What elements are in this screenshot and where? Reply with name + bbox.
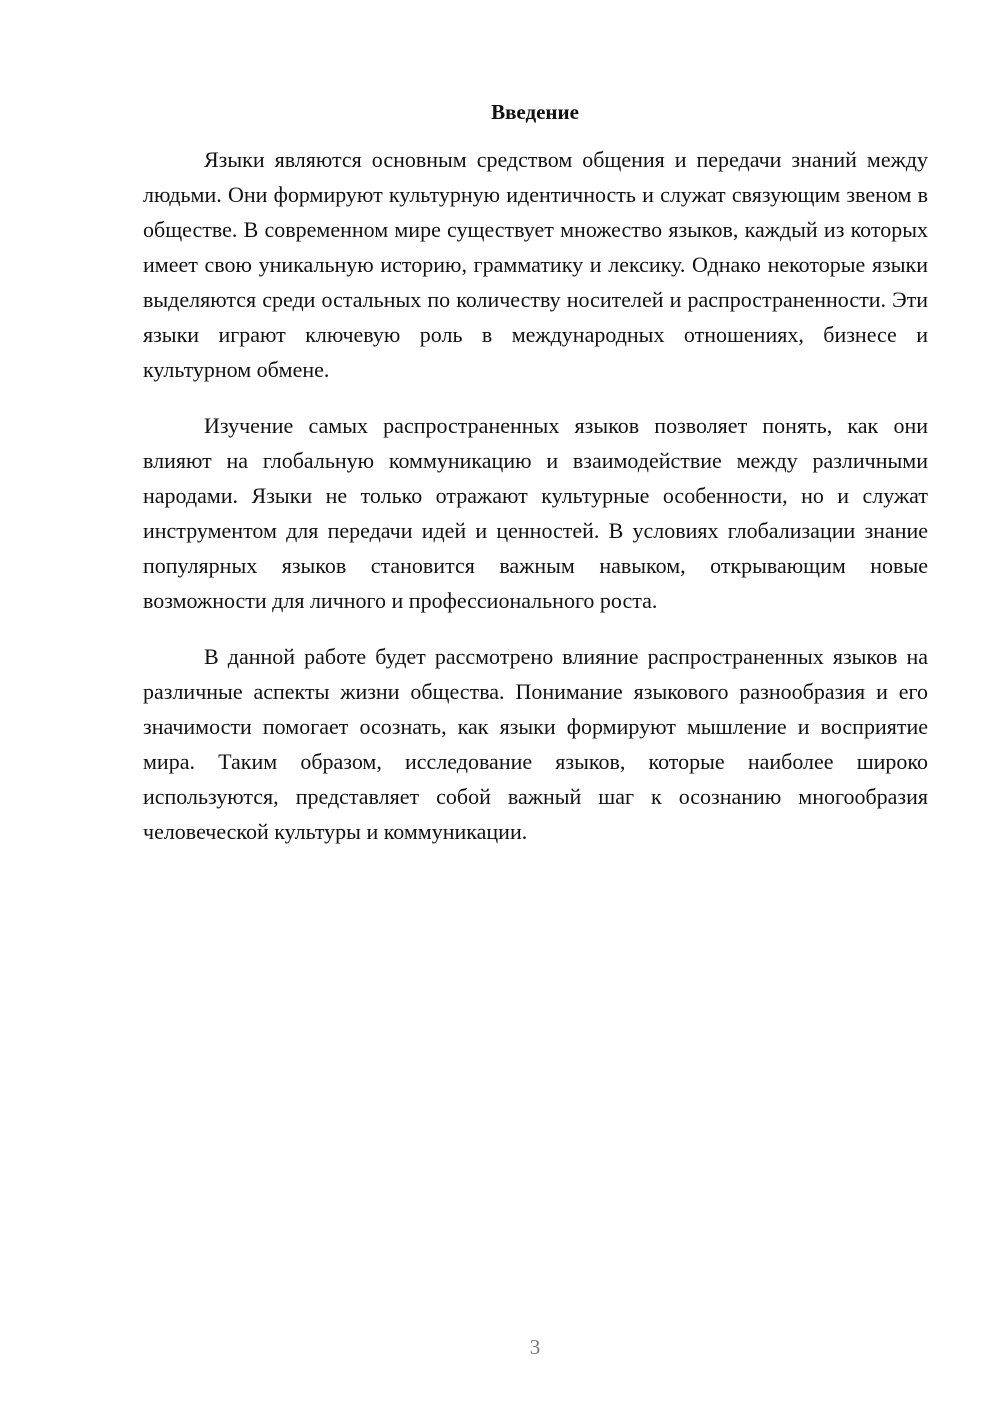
page-number: 3 bbox=[529, 1335, 541, 1359]
document-body bbox=[143, 142, 928, 870]
paragraph-2: Изучение самых распространенных языков позволяет понять, как они влияют на глобальную коммуникацию и взаимодействие между различными народами. Языки не только отражают культурные особенности, но и служат инструментом для передачи идей и ценностей. В условиях глобализации знание популярных языков становится важным навыком, открывающим новые возможности для личного и профессионального роста. bbox=[143, 413, 928, 613]
section-title: Введение bbox=[491, 100, 579, 124]
paragraph-3: В данной работе будет рассмотрено влияние распространенных языков на различные аспекты жизни общества. Понимание языкового разнообразия и его значимости помогает осознать, как языки формируют мышление и восприятие мира. Таким образом, исследование языков, которые наиболее широко используются, представляет собой важный шаг к осознанию многообразия человеческой культуры и коммуникации. bbox=[143, 644, 928, 844]
paragraph-1: Языки являются основным средством общения и передачи знаний между людьми. Они формируют культурную идентичность и служат связующим звеном в обществе. В современном мире существует множество языков, каждый из которых имеет свою уникальную историю, грамматику и лексику. Однако некоторые языки выделяются среди остальных по количеству носителей и распространенности. Эти языки играют ключевую роль в международных отношениях, бизнесе и культурном обмене. bbox=[143, 147, 928, 382]
